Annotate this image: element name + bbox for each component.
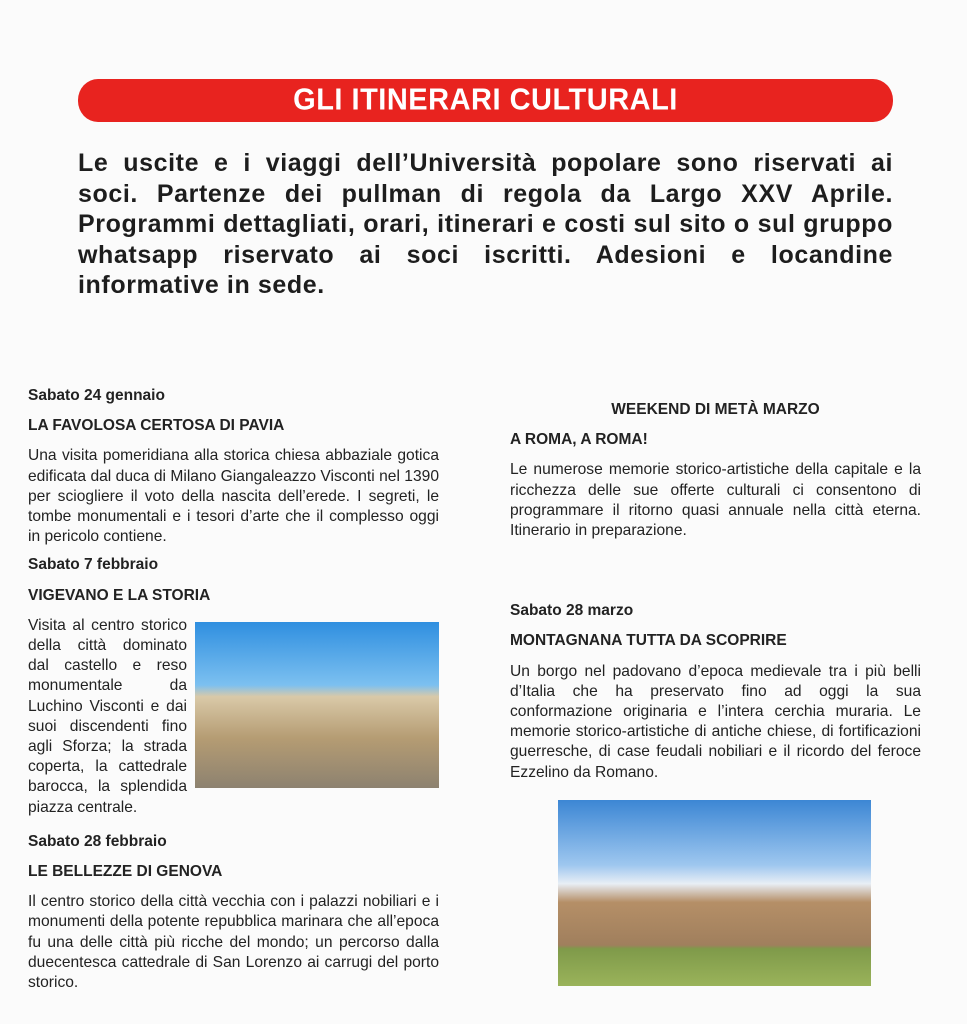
- event-title: VIGEVANO E LA STORIA: [28, 586, 211, 604]
- event-description: Visita al centro storico della città dominato dal castello e reso monumentale da Luchino Visconti e dai suoi discendenti fino agli Sforza; la strada coperta, la cattedrale barocca, la splendida piazza centrale.: [28, 616, 187, 816]
- vigevano-piazza-photo: [195, 622, 439, 788]
- event-description: Un borgo nel padovano d’epoca medievale tra i più belli d’Italia che ha preservato fino ad oggi la sua conformazione originaria e l’intera cerchia muraria. Le memorie storico-artistiche di antiche chiese, di fortificazioni guerresche, di case feudali nobiliari e il ricordo del feroce Ezzelino da Romano.: [510, 662, 921, 781]
- event-description-wrap: [28, 616, 439, 818]
- event-certosa-pavia: [28, 386, 439, 547]
- event-description: Il centro storico della città vecchia con i palazzi nobiliari e i monumenti della potente repubblica marinara che all’epoca fu una delle città più ricche del mondo; un percorso dalla duecentesca cattedrale di San Lorenzo ai carrugi del porto storico.: [28, 893, 439, 992]
- event-date: WEEKEND DI METÀ MARZO: [611, 401, 820, 418]
- montagnana-walls-photo: [558, 800, 871, 986]
- event-date: Sabato 28 marzo: [510, 602, 634, 620]
- event-date: Sabato 28 febbraio: [28, 832, 167, 850]
- event-description: Le numerose memorie storico-artistiche della capitale e la ricchezza delle sue offerte culturali ci consentono di programmare il ritorno quasi annuale nella città eterna. Itinerario in preparazione.: [510, 461, 921, 540]
- event-title: LA FAVOLOSA CERTOSA DI PAVIA: [28, 417, 285, 435]
- event-title: A ROMA, A ROMA!: [510, 431, 648, 449]
- event-vigevano: [28, 555, 439, 817]
- event-roma: [510, 400, 921, 541]
- event-montagnana: [510, 601, 921, 783]
- event-genova: [28, 832, 439, 993]
- right-column: [510, 400, 921, 791]
- intro-paragraph: Le uscite e i viaggi dell’Università popolare sono riservati ai soci. Partenze dei pullman di regola da Largo XXV Aprile. Programmi dettagliati, orari, itinerari e costi sul sito o sul gruppo whatsapp riservato ai soci iscritti. Adesioni e locandine informative in sede.: [78, 149, 893, 299]
- left-column: [28, 386, 439, 1001]
- event-title: LE BELLEZZE DI GENOVA: [28, 863, 223, 881]
- event-date: Sabato 7 febbraio: [28, 556, 159, 574]
- event-description: Una visita pomeridiana alla storica chiesa abbaziale gotica edificata dal duca di Milano Giangaleazzo Visconti nel 1390 per sciogliere il voto della nascita dell’erede. I segreti, le tombe monumentali e i tesori d’arte che il complesso oggi in pericolo contiene.: [28, 447, 439, 546]
- event-date: Sabato 24 gennaio: [28, 387, 165, 404]
- event-title: MONTAGNANA TUTTA DA SCOPRIRE: [510, 632, 787, 650]
- section-title-banner: GLI ITINERARI CULTURALI: [78, 79, 893, 122]
